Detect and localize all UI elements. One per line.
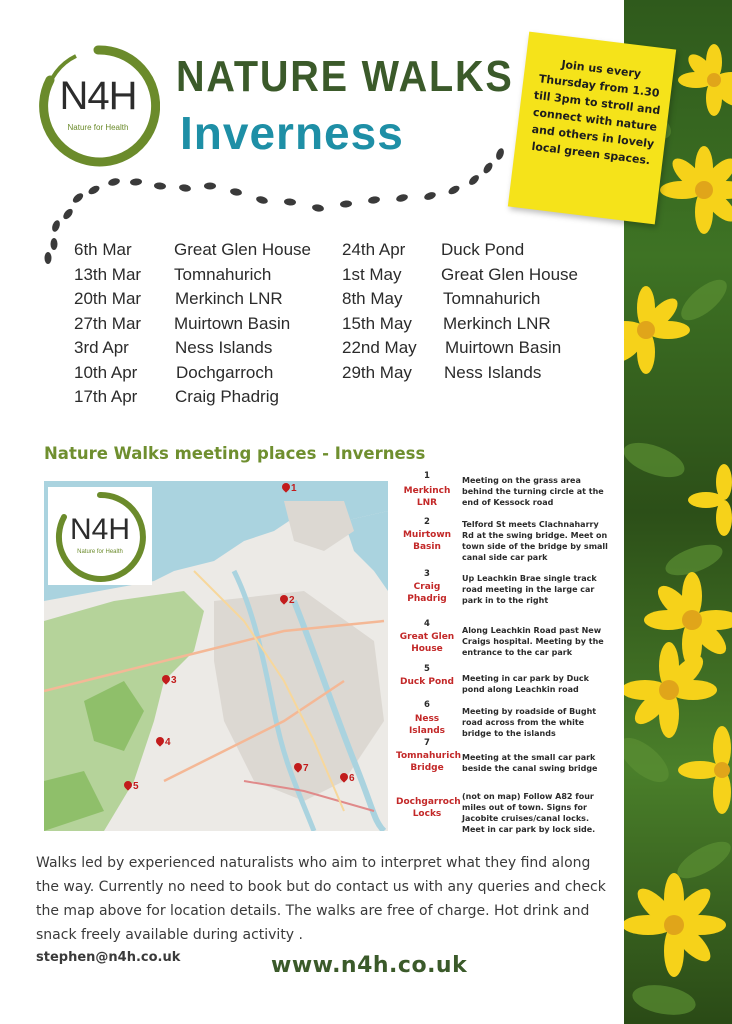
legend-place: Ness Islands [408, 714, 446, 736]
schedule-row [74, 312, 334, 337]
legend-place: Muirtown Basin [402, 530, 452, 552]
map-pin-7[interactable] [294, 763, 309, 774]
legend-number: 4 [424, 619, 430, 629]
schedule-place: Ness Islands [444, 362, 542, 382]
schedule-date: 20th Mar [74, 289, 142, 308]
schedule-place: Muirtown Basin [445, 338, 562, 357]
map-pin-2[interactable] [280, 595, 295, 606]
schedule-row [74, 336, 334, 361]
schedule-date: 29th May [342, 362, 412, 382]
legend-place: Duck Pond [400, 677, 454, 687]
legend-description: Telford St meets Clachnaharry Rd at the swing bridge. Meet on town side of the bridge by small canal side car park [462, 520, 608, 562]
legend-number: 7 [424, 738, 430, 748]
legend-description: Along Leachkin Road past New Craigs hospital. Meeting by the entrance to the car park [462, 626, 604, 657]
schedule-place: Merkinch LNR [175, 289, 283, 308]
legend-number: 5 [424, 664, 430, 674]
schedule-place: Great Glen House [441, 264, 579, 284]
legend-description: Meeting by roadside of Bught road across from the white bridge to the islands [462, 707, 597, 738]
legend-place: Tomnahurich Bridge [396, 751, 462, 773]
map-marker-icon [160, 673, 171, 684]
schedule-right-column [342, 238, 612, 385]
schedule-date: 6th Mar [74, 240, 132, 259]
schedule-row [342, 263, 612, 288]
legend-description: Meeting at the small car park beside the canal swing bridge [462, 753, 598, 773]
schedule-row [74, 263, 334, 288]
map-marker-icon [338, 771, 349, 782]
schedule-row [342, 361, 612, 386]
map-pin-4[interactable] [156, 737, 171, 748]
legend-place: Dochgarroch Locks [396, 797, 461, 819]
schedule-row [74, 385, 334, 410]
legend-description: (not on map) Follow A82 four miles out of town. Signs for Jacobite cruises/canal locks. Meet in car park by lock side. [462, 792, 596, 834]
map-logo [48, 487, 152, 585]
schedule-date: 1st May [342, 264, 402, 284]
schedule-date: 24th Apr [342, 240, 406, 259]
schedule-note [508, 32, 676, 225]
schedule-place: Tomnahurich [443, 289, 541, 308]
logo-tagline: Nature for Health [67, 123, 129, 132]
schedule-row [342, 336, 612, 361]
schedule-row [342, 238, 612, 263]
pin-label: 3 [171, 675, 177, 686]
logo-mark: N4H [59, 74, 137, 118]
schedule-place: Muirtown Basin [174, 313, 291, 333]
website-link[interactable]: www.n4h.co.uk [271, 953, 468, 978]
schedule-row [342, 312, 612, 337]
schedule-place: Tomnahurich [174, 264, 272, 284]
legend-place: Craig Phadrig [407, 582, 447, 604]
page-subtitle: Inverness [180, 107, 404, 159]
schedule-date: 17th Apr [74, 387, 138, 406]
map-marker-icon [154, 735, 165, 746]
schedule-date: 27th Mar [74, 313, 142, 333]
map-marker-icon [280, 481, 291, 492]
map-marker-icon [292, 761, 303, 772]
schedule-place: Craig Phadrig [175, 387, 279, 406]
legend-number: 6 [424, 700, 430, 710]
meeting-places-map [44, 481, 388, 831]
map-pin-3[interactable] [162, 675, 177, 686]
schedule-place: Great Glen House [174, 240, 312, 259]
map-pin-6[interactable] [340, 773, 355, 784]
description-paragraph: Walks led by experienced naturalists who aim to interpret what they find along the way. Currently no need to book but do contact us with any queries and check the map above for location details. The walks are free of charge. Hot drink and snack freely available during activity . [36, 855, 606, 943]
legend-number: 2 [424, 517, 430, 527]
schedule-row [74, 238, 334, 263]
pin-label: 6 [349, 773, 355, 784]
map-marker-icon [122, 779, 133, 790]
legend-number: 3 [424, 569, 430, 579]
schedule-left-column [74, 238, 334, 410]
schedule-date: 15th May [342, 313, 412, 333]
map-pin-5[interactable] [124, 781, 139, 792]
schedule-date: 22nd May [342, 338, 417, 357]
legend-description: Up Leachkin Brae single track road meeting in the large car park in to the right [462, 574, 597, 605]
schedule-row [74, 361, 334, 386]
legend-description: Meeting on the grass area behind the turning circle at the end of Kessock road [462, 476, 604, 507]
map-marker-icon [278, 593, 289, 604]
pin-label: 7 [303, 763, 309, 774]
pin-label: 5 [133, 781, 139, 792]
schedule-place: Ness Islands [175, 338, 273, 357]
schedule-row [74, 287, 334, 312]
legend-place: Merkinch LNR [403, 486, 451, 508]
map-pin-1[interactable] [282, 483, 297, 494]
note-text: Join us every Thursday from 1.30 till 3pm to stroll and connect with nature and others in lovely local green spaces. [530, 57, 661, 168]
legend-place: Great Glen House [399, 632, 455, 654]
map-logo-tagline: Nature for Health [77, 549, 123, 555]
schedule-place: Merkinch LNR [443, 313, 551, 333]
pin-label: 2 [289, 595, 295, 606]
schedule-place: Dochgarroch [176, 362, 274, 382]
schedule-date: 13th Mar [74, 264, 142, 284]
schedule-date: 10th Apr [74, 362, 138, 382]
schedule-date: 3rd Apr [74, 338, 129, 357]
map-section-title: Nature Walks meeting places - Inverness [44, 444, 426, 463]
schedule-row [342, 287, 612, 312]
legend-number: 1 [424, 471, 430, 481]
schedule-place: Duck Pond [441, 240, 525, 259]
pin-label: 4 [165, 737, 171, 748]
pin-label: 1 [291, 483, 297, 494]
schedule-date: 8th May [342, 289, 403, 308]
map-logo-mark: N4H [69, 513, 130, 546]
contact-email-link[interactable]: stephen@n4h.co.uk [36, 950, 181, 965]
legend-description: Meeting in car park by Duck pond along Leachkin road [462, 674, 589, 694]
page-title: NATURE WALKS [176, 52, 514, 101]
